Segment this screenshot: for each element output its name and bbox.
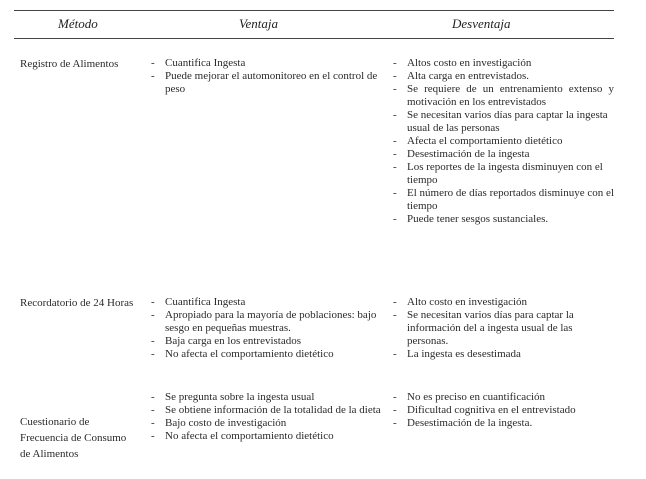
- list-item: - Altos costo en investigación: [391, 57, 614, 70]
- header-desventaja: Desventaja: [452, 16, 511, 31]
- method-registro-alimentos: Registro de Alimentos: [20, 58, 119, 70]
- list-item: - La ingesta es desestimada: [391, 348, 614, 361]
- list-item: - Puede tener sesgos sustanciales.: [391, 213, 614, 226]
- list-item: - Se necesitan varios días para captar la ingesta usual de las personas: [391, 109, 614, 135]
- top-rule: [14, 10, 614, 11]
- list-item: - El número de días reportados disminuye con el tiempo: [391, 187, 614, 213]
- desventajas-list-cuestionario: [391, 391, 614, 430]
- list-item: - Apropiado para la mayoría de poblaciones: bajo sesgo en pequeñas muestras.: [149, 309, 381, 335]
- desventajas-list-registro: [391, 57, 614, 226]
- ventajas-list-cuestionario: [149, 391, 381, 443]
- list-item: - Bajo costo de investigación: [149, 417, 381, 430]
- header-metodo: Método: [58, 16, 98, 31]
- list-item: - Cuantifica Ingesta: [149, 57, 381, 70]
- list-item: - Afecta el comportamiento dietético: [391, 135, 614, 148]
- list-item: - Se requiere de un entrenamiento extenso y motivación en los entrevistados: [391, 83, 614, 109]
- list-item: - Cuantifica Ingesta: [149, 296, 381, 309]
- list-item: - Alto costo en investigación: [391, 296, 614, 309]
- header-rule: [14, 38, 614, 39]
- list-item: - No afecta el comportamiento dietético: [149, 430, 381, 443]
- list-item: - Alta carga en entrevistados.: [391, 70, 614, 83]
- header-ventaja: Ventaja: [239, 16, 278, 31]
- desventajas-list-recordatorio: [391, 296, 614, 361]
- list-item: - Baja carga en los entrevistados: [149, 335, 381, 348]
- method-cuestionario-frecuencia: Cuestionario de Frecuencia de Consumo de Alimentos: [20, 416, 127, 460]
- list-item: - Desestimación de la ingesta.: [391, 417, 614, 430]
- list-item: - No es preciso en cuantificación: [391, 391, 614, 404]
- list-item: - No afecta el comportamiento dietético: [149, 348, 381, 361]
- list-item: - Puede mejorar el automonitoreo en el control de peso: [149, 70, 381, 96]
- list-item: - Se necesitan varios días para captar la información del a ingesta usual de las personas.: [391, 309, 614, 348]
- list-item: - Se obtiene información de la totalidad de la dieta: [149, 404, 381, 417]
- list-item: - Desestimación de la ingesta: [391, 148, 614, 161]
- ventajas-list-recordatorio: [149, 296, 381, 361]
- list-item: - Se pregunta sobre la ingesta usual: [149, 391, 381, 404]
- method-recordatorio-24h: Recordatorio de 24 Horas: [20, 297, 134, 309]
- list-item: - Dificultad cognitiva en el entrevistado: [391, 404, 614, 417]
- list-item: - Los reportes de la ingesta disminuyen con el tiempo: [391, 161, 614, 187]
- ventajas-list-registro: [149, 57, 381, 96]
